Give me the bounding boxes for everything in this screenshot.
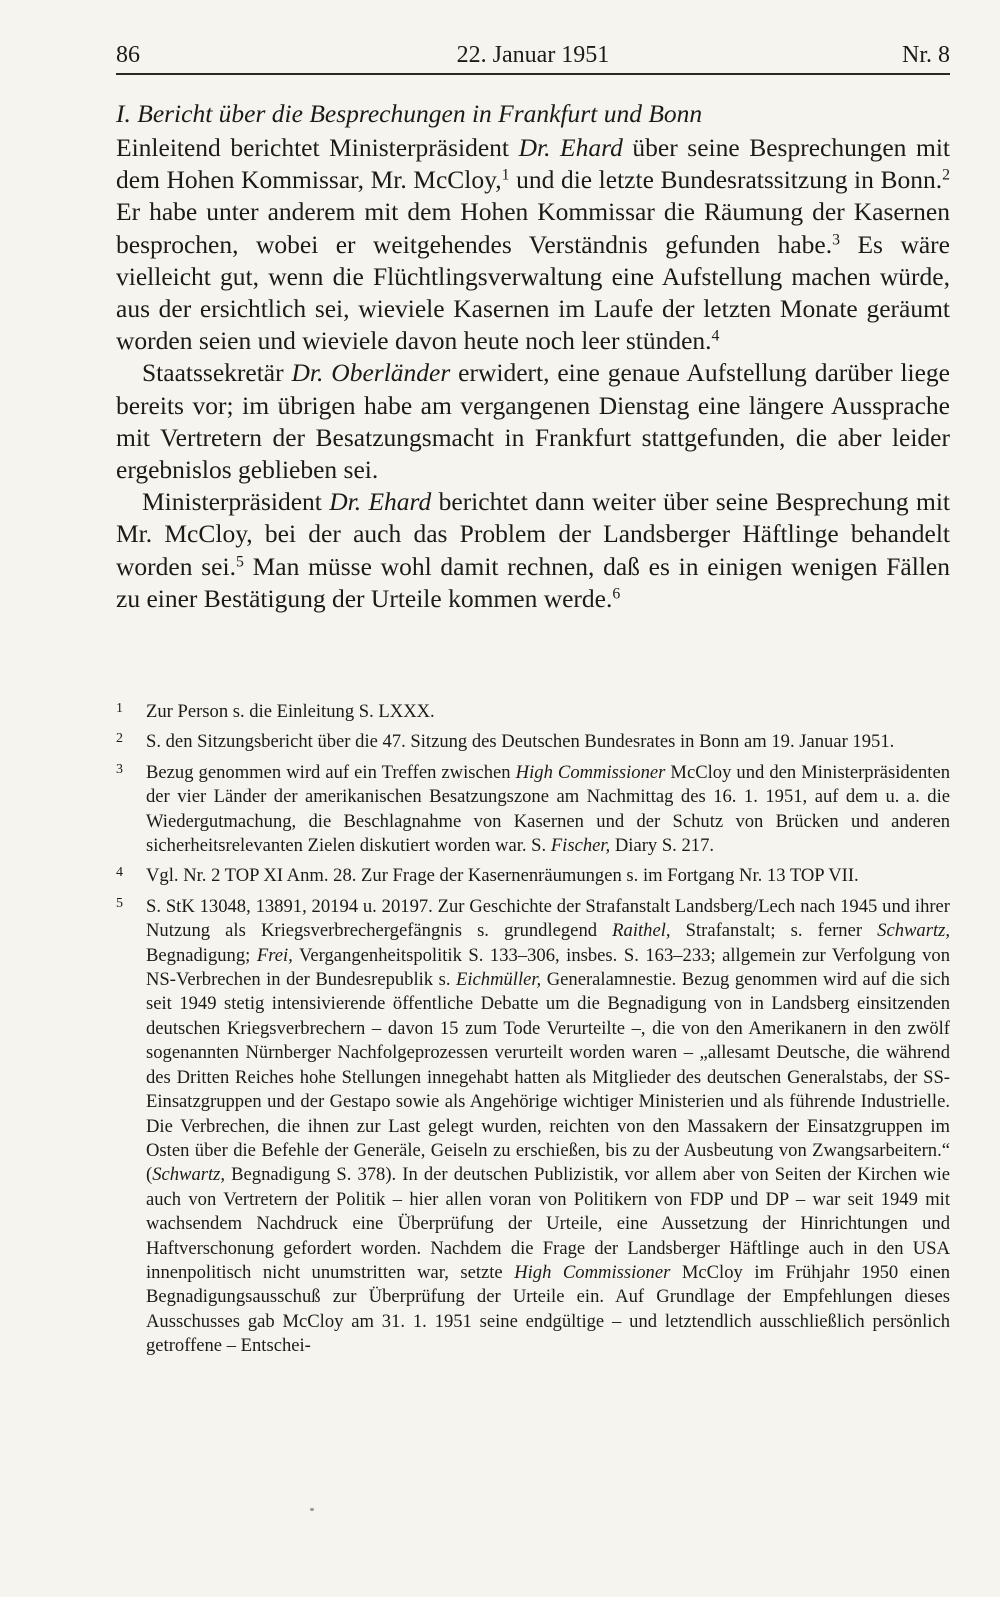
footnote-4: 4 Vgl. Nr. 2 TOP XI Anm. 28. Zur Frage der Kasernenräumungen s. im Fortgang Nr. 13 TOP VII. (116, 865, 859, 887)
document-number: Nr. 8 (902, 42, 950, 68)
main-text (116, 98, 950, 615)
footnote-number: 4 (116, 865, 123, 881)
footnote-number: 5 (116, 895, 123, 911)
footnote-3: 3 Bezug genommen wird auf ein Treffen zwischen High Commissioner McCloy und den Ministerpräsidenten der vier Länder der amerikanischen Besatzungszone am Nachmittag des 16. 1. 1951, auf dem u. a. die Wiedergutmachung, die Beschlagnahme von Kasernen und der Schutz von Brücken und anderen sicherheitsrelevanten Zielen diskutiert worden war. S. Fischer, Diary S. 217. (116, 761, 950, 857)
paragraph-1: Einleitend berichtet Ministerpräsident Dr. Ehard über seine Besprechungen mit dem Hohen Kommissar, Mr. McCloy,$^1$ und die letzte Bundesratssitzung in Bonn.$^2$ Er habe unter anderem mit dem Hohen Kommissar die Räumung der Kasernen besprochen, wobei er weitgehendes Verständnis gefunden habe.$^3$ Es wäre vielleicht gut, wenn die Flüchtlingsverwaltung eine Aufstellung machen würde, aus der ersichtlich sei, wieviele Kasernen im Laufe der letzten Monate geräumt worden seien und wieviele davon heute noch leer stünden.$^4$ (116, 133, 950, 356)
footnote-ref: 5 (235, 552, 244, 570)
footnote-ref: 2 (942, 166, 950, 184)
header-date: 22. Januar 1951 (456, 42, 610, 68)
section-title: I. Bericht über die Besprechungen in Frankfurt und Bonn (116, 99, 703, 128)
paragraph-2: Staatssekretär Dr. Oberländer erwidert, eine genaue Aufstellung darüber liege bereits vor; im übrigen habe am vergangenen Dienstag eine längere Aussprache mit Vertretern der Besatzungsmacht in Frankfurt stattgefunden, die aber leider ergebnislos geblieben sei. (116, 358, 950, 485)
paragraph-3: Ministerpräsident Dr. Ehard berichtet dann weiter über seine Besprechung mit Mr. McCloy, bei der auch das Problem der Landsberger Häftlinge behandelt worden sei.$^5$ Man müsse wohl damit rechnen, daß es in einigen wenigen Fällen zu einer Bestätigung der Urteile kommen werde.$^6$ (116, 487, 950, 613)
print-speck (310, 1508, 314, 1511)
footnote-ref: 6 (612, 585, 621, 603)
footnotes (116, 700, 950, 1365)
running-header (116, 36, 950, 76)
header-rule (116, 73, 950, 75)
page-number: 86 (116, 42, 140, 68)
footnote-ref: 4 (711, 327, 720, 345)
footnote-1: 1 Zur Person s. die Einleitung S. LXXX. (116, 701, 435, 722)
footnote-ref: 3 (832, 230, 841, 248)
footnote-number: 2 (116, 731, 123, 747)
footnote-5: 5 S. StK 13048, 13891, 20194 u. 20197. Zur Geschichte der Strafanstalt Landsberg/Lech nach 1945 und ihrer Nutzung als Kriegsverbrechergefängnis s. grundlegend Raithel, Strafanstalt; s. ferner Schwartz, Begnadigung; Frei, Vergangenheitspolitik S. 133–306, insbes. S. 163–233; allgemein zur Verfolgung von NS-Verbrechen in der Bundesrepublik s. Eichmüller, Generalamnestie. Bezug genommen wird auf die sich seit 1949 stetig intensivierende öffentliche Debatte um die Begnadigung von in Landsberg einsitzenden deutschen Kriegsverbrechern – davon 15 zum Tode Verurteilte –, die von den Amerikanern in den zwölf sogenannten Nürnberger Nachfolgeprozessen verurteilt worden waren – „allesamt Deutsche, die während des Dritten Reiches hohe Stellungen innegehabt hatten als Mitglieder des deutschen Generalstabs, der SS-Einsatzgruppen und der Gestapo sowie als Angehörige wichtiger Ministerien und als führende Industrielle. Die Verbrechen, die ihnen zur Last gelegt wurden, reichten von den Massakern der Einsatzgruppen im Osten über die Befehle der Generäle, Geiseln zu erschießen, bis zu der Ausbeutung von Zwangsarbeitern.“ (Schwartz, Begnadigung S. 378). In der deutschen Publizistik, vor allem aber von Seiten der Kirchen wie auch von Vertretern der Politik – hier allen voran von Politikern von FDP und DP – war seit 1949 mit wachsendem Nachdruck eine Überprüfung der Urteile, eine Aussetzung der Hinrichtungen und Haftverschonung gefordert worden. Nachdem die Frage der Landsberger Häftlinge auch in den USA innenpolitisch nicht unumstritten war, setzte High Commissioner McCloy im Frühjahr 1950 einen Begnadigungsausschuß zur Überprüfung der Urteile ein. Auf Grundlage der Empfehlungen dieses Ausschusses gab McCloy am 31. 1. 1951 seine endgültige – und letztendlich ausschließlich persönlich getroffene – Entschei- (116, 895, 951, 1357)
footnote-ref: 1 (501, 166, 510, 184)
footnote-number: 3 (116, 761, 123, 777)
footnote-number: 1 (116, 701, 123, 716)
footnote-2: 2 S. den Sitzungsbericht über die 47. Sitzung des Deutschen Bundesrates in Bonn am 19. Januar 1951. (116, 731, 895, 753)
